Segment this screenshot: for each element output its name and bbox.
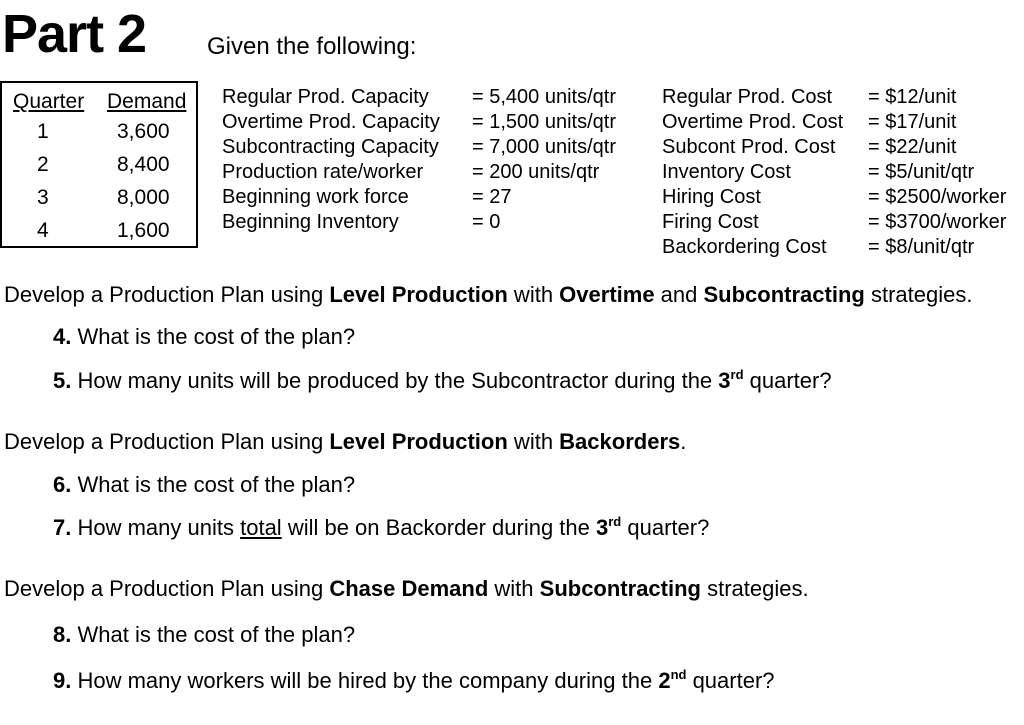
given-value: = $12/unit <box>868 86 957 108</box>
quarter-header: Quarter <box>13 90 85 113</box>
given-label: Hiring Cost <box>662 186 761 208</box>
question-8: 8. What is the cost of the plan? <box>53 622 356 647</box>
plan-2-statement: Develop a Production Plan using Level Production with Backorders. <box>4 429 687 454</box>
given-value: = 7,000 units/qtr <box>472 136 616 158</box>
question-6: 6. What is the cost of the plan? <box>53 472 356 497</box>
given-value: = $17/unit <box>868 111 957 133</box>
given-label: Subcont Prod. Cost <box>662 136 836 158</box>
table-cell-quarter: 4 <box>37 219 49 242</box>
question-4: 4. What is the cost of the plan? <box>53 324 356 349</box>
given-label: Overtime Prod. Cost <box>662 111 844 133</box>
given-heading: Given the following: <box>207 33 417 60</box>
page-title: Part 2 <box>2 4 147 64</box>
table-cell-quarter: 2 <box>37 153 49 176</box>
given-value: = $22/unit <box>868 136 957 158</box>
question-9: 9. How many workers will be hired by the company during the 2nd quarter? <box>53 667 775 693</box>
table-cell-demand: 8,400 <box>117 153 170 176</box>
given-label: Backordering Cost <box>662 236 827 258</box>
given-label: Subcontracting Capacity <box>222 136 439 158</box>
given-value: = $5/unit/qtr <box>868 161 975 183</box>
given-label: Beginning Inventory <box>222 211 399 233</box>
given-label: Inventory Cost <box>662 161 791 183</box>
given-value: = $8/unit/qtr <box>868 236 975 258</box>
given-label: Regular Prod. Cost <box>662 86 833 108</box>
table-cell-demand: 3,600 <box>117 120 170 143</box>
plan-3-statement: Develop a Production Plan using Chase Demand with Subcontracting strategies. <box>4 576 809 601</box>
given-value: = 27 <box>472 186 512 208</box>
given-value: = 1,500 units/qtr <box>472 111 616 133</box>
given-label: Regular Prod. Capacity <box>222 86 429 108</box>
given-value: = $2500/worker <box>868 186 1007 208</box>
demand-header: Demand <box>107 90 187 113</box>
given-value: = 200 units/qtr <box>472 161 600 183</box>
table-cell-demand: 1,600 <box>117 219 170 242</box>
given-label: Production rate/worker <box>222 161 424 183</box>
plan-1-statement: Develop a Production Plan using Level Production with Overtime and Subcontracting strategies. <box>4 282 973 307</box>
table-cell-demand: 8,000 <box>117 186 170 209</box>
given-label: Beginning work force <box>222 186 409 208</box>
given-value: = 5,400 units/qtr <box>472 86 616 108</box>
given-value: = $3700/worker <box>868 211 1007 233</box>
table-cell-quarter: 3 <box>37 186 49 209</box>
question-7: 7. How many units total will be on Backorder during the 3rd quarter? <box>53 514 710 540</box>
table-cell-quarter: 1 <box>37 120 49 143</box>
given-label: Overtime Prod. Capacity <box>222 111 440 133</box>
given-label: Firing Cost <box>662 211 759 233</box>
question-5: 5. How many units will be produced by the Subcontractor during the 3rd quarter? <box>53 367 832 393</box>
given-value: = 0 <box>472 211 501 233</box>
